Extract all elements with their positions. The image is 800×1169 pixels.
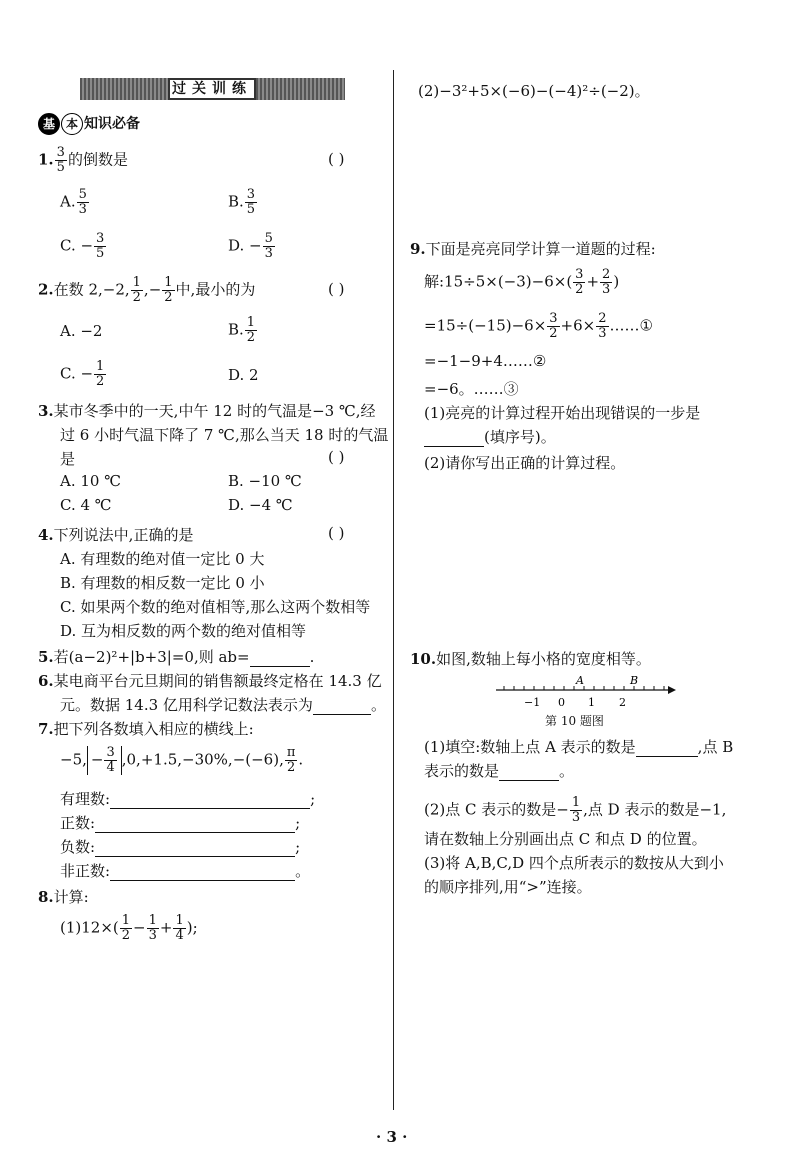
section-label-b: 本 (61, 113, 83, 135)
q7-number-list: −5, − $\frac{3}{4}$ ,0,+1.5,−30%,−(−6), $\frac{\pi}{2}$ . (60, 745, 304, 775)
q4-answer-paren: ( ) (328, 524, 345, 542)
q10-part1-line1: (1)填空:数轴上点 A 表示的数是 ,点 B (424, 738, 734, 756)
q10-part3-line2: 的顺序排列,用“>”连接。 (424, 878, 592, 896)
point-b-label: B (630, 676, 639, 687)
q9-question2: (2)请你写出正确的计算过程。 (424, 454, 626, 472)
q7-negative-blank[interactable] (95, 842, 295, 857)
tick-label-1: 1 (588, 696, 595, 709)
q2-option-a: A. −2 (60, 322, 103, 340)
q9-step0: 解:15÷5×(−3)−6×( $\frac{3}{2}$ + $\frac{2}{3}$ ) (424, 267, 620, 297)
page-number: · 3 · (376, 1128, 408, 1146)
q9-stem: 9.下面是亮亮同学计算一道题的过程: (410, 240, 656, 258)
point-a-label: A (576, 676, 584, 687)
q1-answer-paren: ( ) (328, 150, 345, 168)
q8-stem: 8.计算: (38, 888, 89, 906)
tick-label-0: 0 (558, 696, 565, 709)
q7-positive-blank[interactable] (95, 818, 295, 833)
q10-stem: 10.如图,数轴上每小格的宽度相等。 (410, 650, 651, 668)
q8-part1: (1)12×( $\frac{1}{2}$ − $\frac{1}{3}$ + $\frac{1}{4}$ ); (60, 913, 198, 943)
q1-option-b: B. $\frac{3}{5}$ (228, 187, 256, 217)
q2-option-b: B. $\frac{1}{2}$ (228, 315, 256, 345)
q4-stem: 4.下列说法中,正确的是 (38, 526, 194, 544)
q7-negative-line: 负数: ; (60, 838, 301, 856)
q1-option-d: D. − $\frac{5}{3}$ (228, 231, 273, 261)
tick-label-2: 2 (619, 696, 626, 709)
q7-nonpositive-line: 非正数: 。 (60, 862, 311, 880)
q10-part3-line1: (3)将 A,B,C,D 四个点所表示的数按从大到小 (424, 854, 724, 872)
q4-option-d: D. 互为相反数的两个数的绝对值相等 (60, 622, 307, 640)
q7-positive-line: 正数: ; (60, 814, 301, 832)
q10-part1-line2: 表示的数是 。 (424, 762, 575, 780)
q2-option-d: D. 2 (228, 366, 259, 384)
q7-nonpositive-blank[interactable] (110, 866, 295, 881)
q5-blank[interactable] (250, 652, 310, 667)
section-label-text: 知识必备 (84, 116, 140, 132)
q9-step3: =−6。……③ (424, 380, 519, 398)
q3-line2: 过 6 小时气温下降了 7 ℃,那么当天 18 时的气温 (60, 426, 389, 444)
q2-answer-paren: ( ) (328, 280, 345, 298)
number-line-arrow (668, 686, 676, 694)
q4-option-c: C. 如果两个数的绝对值相等,那么这两个数相等 (60, 598, 371, 616)
q6-blank[interactable] (313, 700, 371, 715)
q10-part2-line2: 请在数轴上分别画出点 C 和点 D 的位置。 (424, 830, 707, 848)
q2-stem: 2.在数 2,−2, $\frac{1}{2}$ ,− $\frac{1}{2}$ 中,最小的为 (38, 275, 256, 305)
q7-rational-line: 有理数: ; (60, 790, 316, 808)
q9-question1: (1)亮亮的计算过程开始出现错误的一步是 (424, 404, 701, 422)
q7-rational-blank[interactable] (110, 794, 310, 809)
q9-blank[interactable] (424, 432, 484, 447)
q1-option-a: A. $\frac{5}{3}$ (60, 187, 87, 217)
q10-a-blank[interactable] (636, 742, 698, 757)
q9-step1: =15÷(−15)−6× $\frac{3}{2}$ +6× $\frac{2}{3}$ ……① (424, 311, 653, 341)
q6-line2: 元。数据 14.3 亿用科学记数法表示为 。 (60, 696, 386, 714)
q3-option-b: B. −10 ℃ (228, 472, 302, 490)
q10-part2-line1: (2)点 C 表示的数是− $\frac{1}{3}$ ,点 D 表示的数是−1, (424, 795, 727, 825)
column-divider (393, 70, 394, 1110)
q8-part2: (2)−3²+5×(−6)−(−4)²÷(−2)。 (418, 82, 650, 100)
q1-option-c: C. − $\frac{3}{5}$ (60, 231, 105, 261)
q9-step2: =−1−9+4……② (424, 352, 547, 370)
q5-stem: 5.若(a−2)²+|b+3|=0,则 ab= . (38, 648, 315, 666)
q9-question1-cont: (填序号)。 (424, 426, 556, 447)
section-label-a: 基 (38, 113, 60, 135)
q3-line3: 是 (60, 450, 76, 468)
q4-option-a: A. 有理数的绝对值一定比 0 大 (60, 550, 265, 568)
tick-label-neg1: −1 (524, 696, 541, 709)
section-label (38, 113, 140, 135)
q4-option-b: B. 有理数的相反数一定比 0 小 (60, 574, 265, 592)
number-line-figure (496, 676, 676, 712)
q10-b-blank[interactable] (499, 766, 559, 781)
header-title: 过关训练 (168, 78, 256, 100)
q3-option-c: C. 4 ℃ (60, 496, 112, 514)
figure-caption: 第 10 题图 (545, 714, 604, 728)
q7-stem: 7.把下列各数填入相应的横线上: (38, 720, 254, 738)
q1-stem: 1. $\frac{3}{5}$ 的倒数是 (38, 145, 128, 175)
q3-option-a: A. 10 ℃ (60, 472, 122, 490)
q3-answer-paren: ( ) (328, 448, 345, 466)
q3-option-d: D. −4 ℃ (228, 496, 293, 514)
q2-option-c: C. − $\frac{1}{2}$ (60, 359, 105, 389)
q3-line1: 3.某市冬季中的一天,中午 12 时的气温是−3 ℃,经 (38, 402, 376, 420)
q6-line1: 6.某电商平台元旦期间的销售额最终定格在 14.3 亿 (38, 672, 382, 690)
